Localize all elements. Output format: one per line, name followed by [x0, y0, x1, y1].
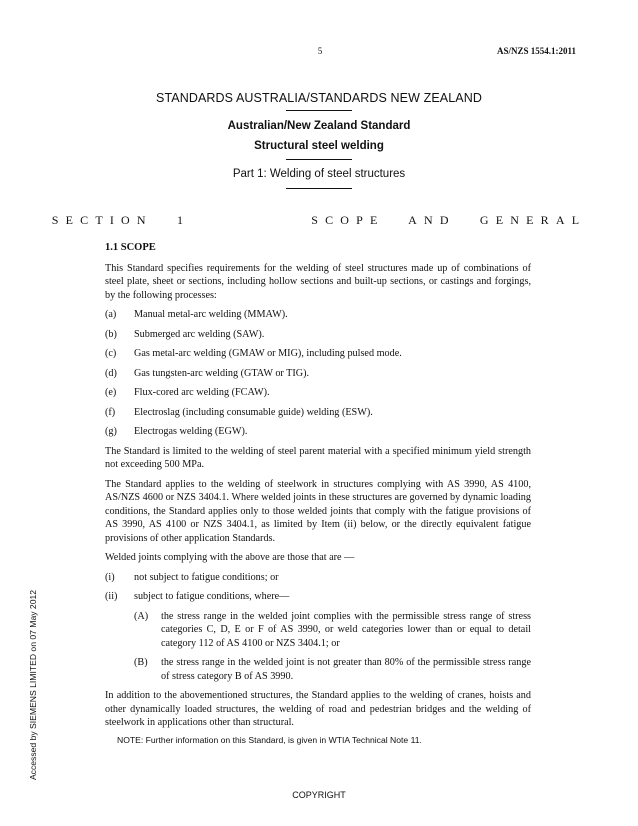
- standard-title: Structural steel welding: [254, 140, 384, 152]
- sub-list-item-label: (B): [134, 657, 148, 668]
- list-item-text: Gas tungsten-arc welding (GTAW or TIG).: [134, 367, 310, 379]
- list-item-label: (i): [105, 571, 115, 583]
- organization-heading: STANDARDS AUSTRALIA/STANDARDS NEW ZEALAND: [156, 91, 482, 105]
- list-item: [105, 367, 531, 381]
- list-item: [105, 406, 531, 420]
- clause-title: 1.1 SCOPE: [105, 242, 156, 253]
- list-item-label: (c): [105, 348, 117, 359]
- list-item-text: Electrogas welding (EGW).: [134, 426, 248, 437]
- process-list: [105, 308, 531, 439]
- list-item-label: (a): [105, 309, 117, 320]
- section-title: SCOPE AND GENERAL: [311, 213, 587, 227]
- scope-intro-paragraph: This Standard specifies requirements for the welding of steel structures made up of combinations of steel plate, sheet or sections, including hollow sections and built-up sections, or castings and forgings, by the following processes:: [105, 262, 531, 301]
- sub-list-item: [134, 656, 531, 683]
- sub-list-item-text: the stress range in the welded joint complies with the permissible stress range of stress categories C, D, E or F of AS 3990, or weld categories lower than or equal to detail category 112 of AS 4100 or NZS 3404.1; or: [161, 610, 531, 649]
- list-item-text: subject to fatigue conditions, where—: [134, 591, 290, 602]
- list-item-label: (d): [105, 367, 117, 379]
- part-title: Part 1: Welding of steel structures: [232, 168, 406, 180]
- standard-type: Australian/New Zealand Standard: [227, 120, 411, 132]
- addition-paragraph: In addition to the abovementioned structures, the Standard applies to the welding of cranes, hoists and other dynamically loaded structures, the welding of road and pedestrian bridges and the welding of steelwork in applications other than structural.: [105, 690, 531, 728]
- list-item: [105, 571, 531, 585]
- divider-rule: [286, 110, 352, 111]
- list-item-text: Gas metal-arc welding (GMAW or MIG), including pulsed mode.: [134, 348, 402, 359]
- list-item: [105, 425, 531, 439]
- access-stamp-text: Accessed by SIEMENS LIMITED on 07 May 2012: [28, 589, 38, 781]
- page-number: 5: [317, 46, 323, 56]
- divider-rule: [286, 188, 352, 189]
- divider-rule: [286, 159, 352, 160]
- list-item: [105, 347, 531, 361]
- applies-paragraph: The Standard applies to the welding of steelwork in structures complying with AS 3990, AS 4100, AS/NZS 4600 or NZS 3404.1. Where welded joints in these structures are governed by dynamic loading conditions, the Standard applies only to those welded joints that comply with the fatigue provisions of AS 3990, AS 4100 or NZS 3404.1, as limited by Item (ii) below, or the directly equivalent fatigue provisions of other application Standards.: [105, 478, 531, 544]
- copyright-footer: COPYRIGHT: [292, 790, 346, 800]
- sub-list-item-label: (A): [134, 610, 149, 622]
- note: NOTE: Further information on this Standard, is given in WTIA Technical Note 11.: [117, 734, 422, 745]
- sub-list-item: [134, 610, 531, 651]
- list-item-text: not subject to fatigue conditions; or: [134, 571, 279, 583]
- list-item: [105, 308, 531, 322]
- clause-body: [105, 241, 531, 747]
- list-item-label: (b): [105, 328, 117, 340]
- list-item-text: Flux-cored arc welding (FCAW).: [134, 387, 270, 398]
- list-item-label: (ii): [105, 591, 118, 602]
- list-item-label: (g): [105, 426, 117, 437]
- list-item: [105, 590, 531, 604]
- list-item: [105, 386, 531, 400]
- list-item-label: (f): [105, 406, 116, 418]
- sub-list-item-text: the stress range in the welded joint is not greater than 80% of the permissible stress range of stress category B of AS 3990.: [161, 657, 531, 682]
- list-item-text: Submerged arc welding (SAW).: [134, 328, 265, 340]
- header-standard-number: AS/NZS 1554.1:2011: [496, 46, 576, 56]
- list-item: [105, 328, 531, 342]
- section-heading: [0, 213, 638, 228]
- list-item-label: (e): [105, 387, 117, 398]
- list-item-text: Manual metal-arc welding (MMAW).: [134, 309, 288, 320]
- welded-joints-paragraph: Welded joints complying with the above are those that are —: [105, 552, 355, 563]
- list-item-text: Electroslag (including consumable guide) welding (ESW).: [134, 406, 373, 418]
- limit-paragraph: The Standard is limited to the welding of steel parent material with a specified minimum yield strength not exceeding 500 MPa.: [105, 445, 531, 470]
- section-number: SECTION 1: [51, 213, 191, 227]
